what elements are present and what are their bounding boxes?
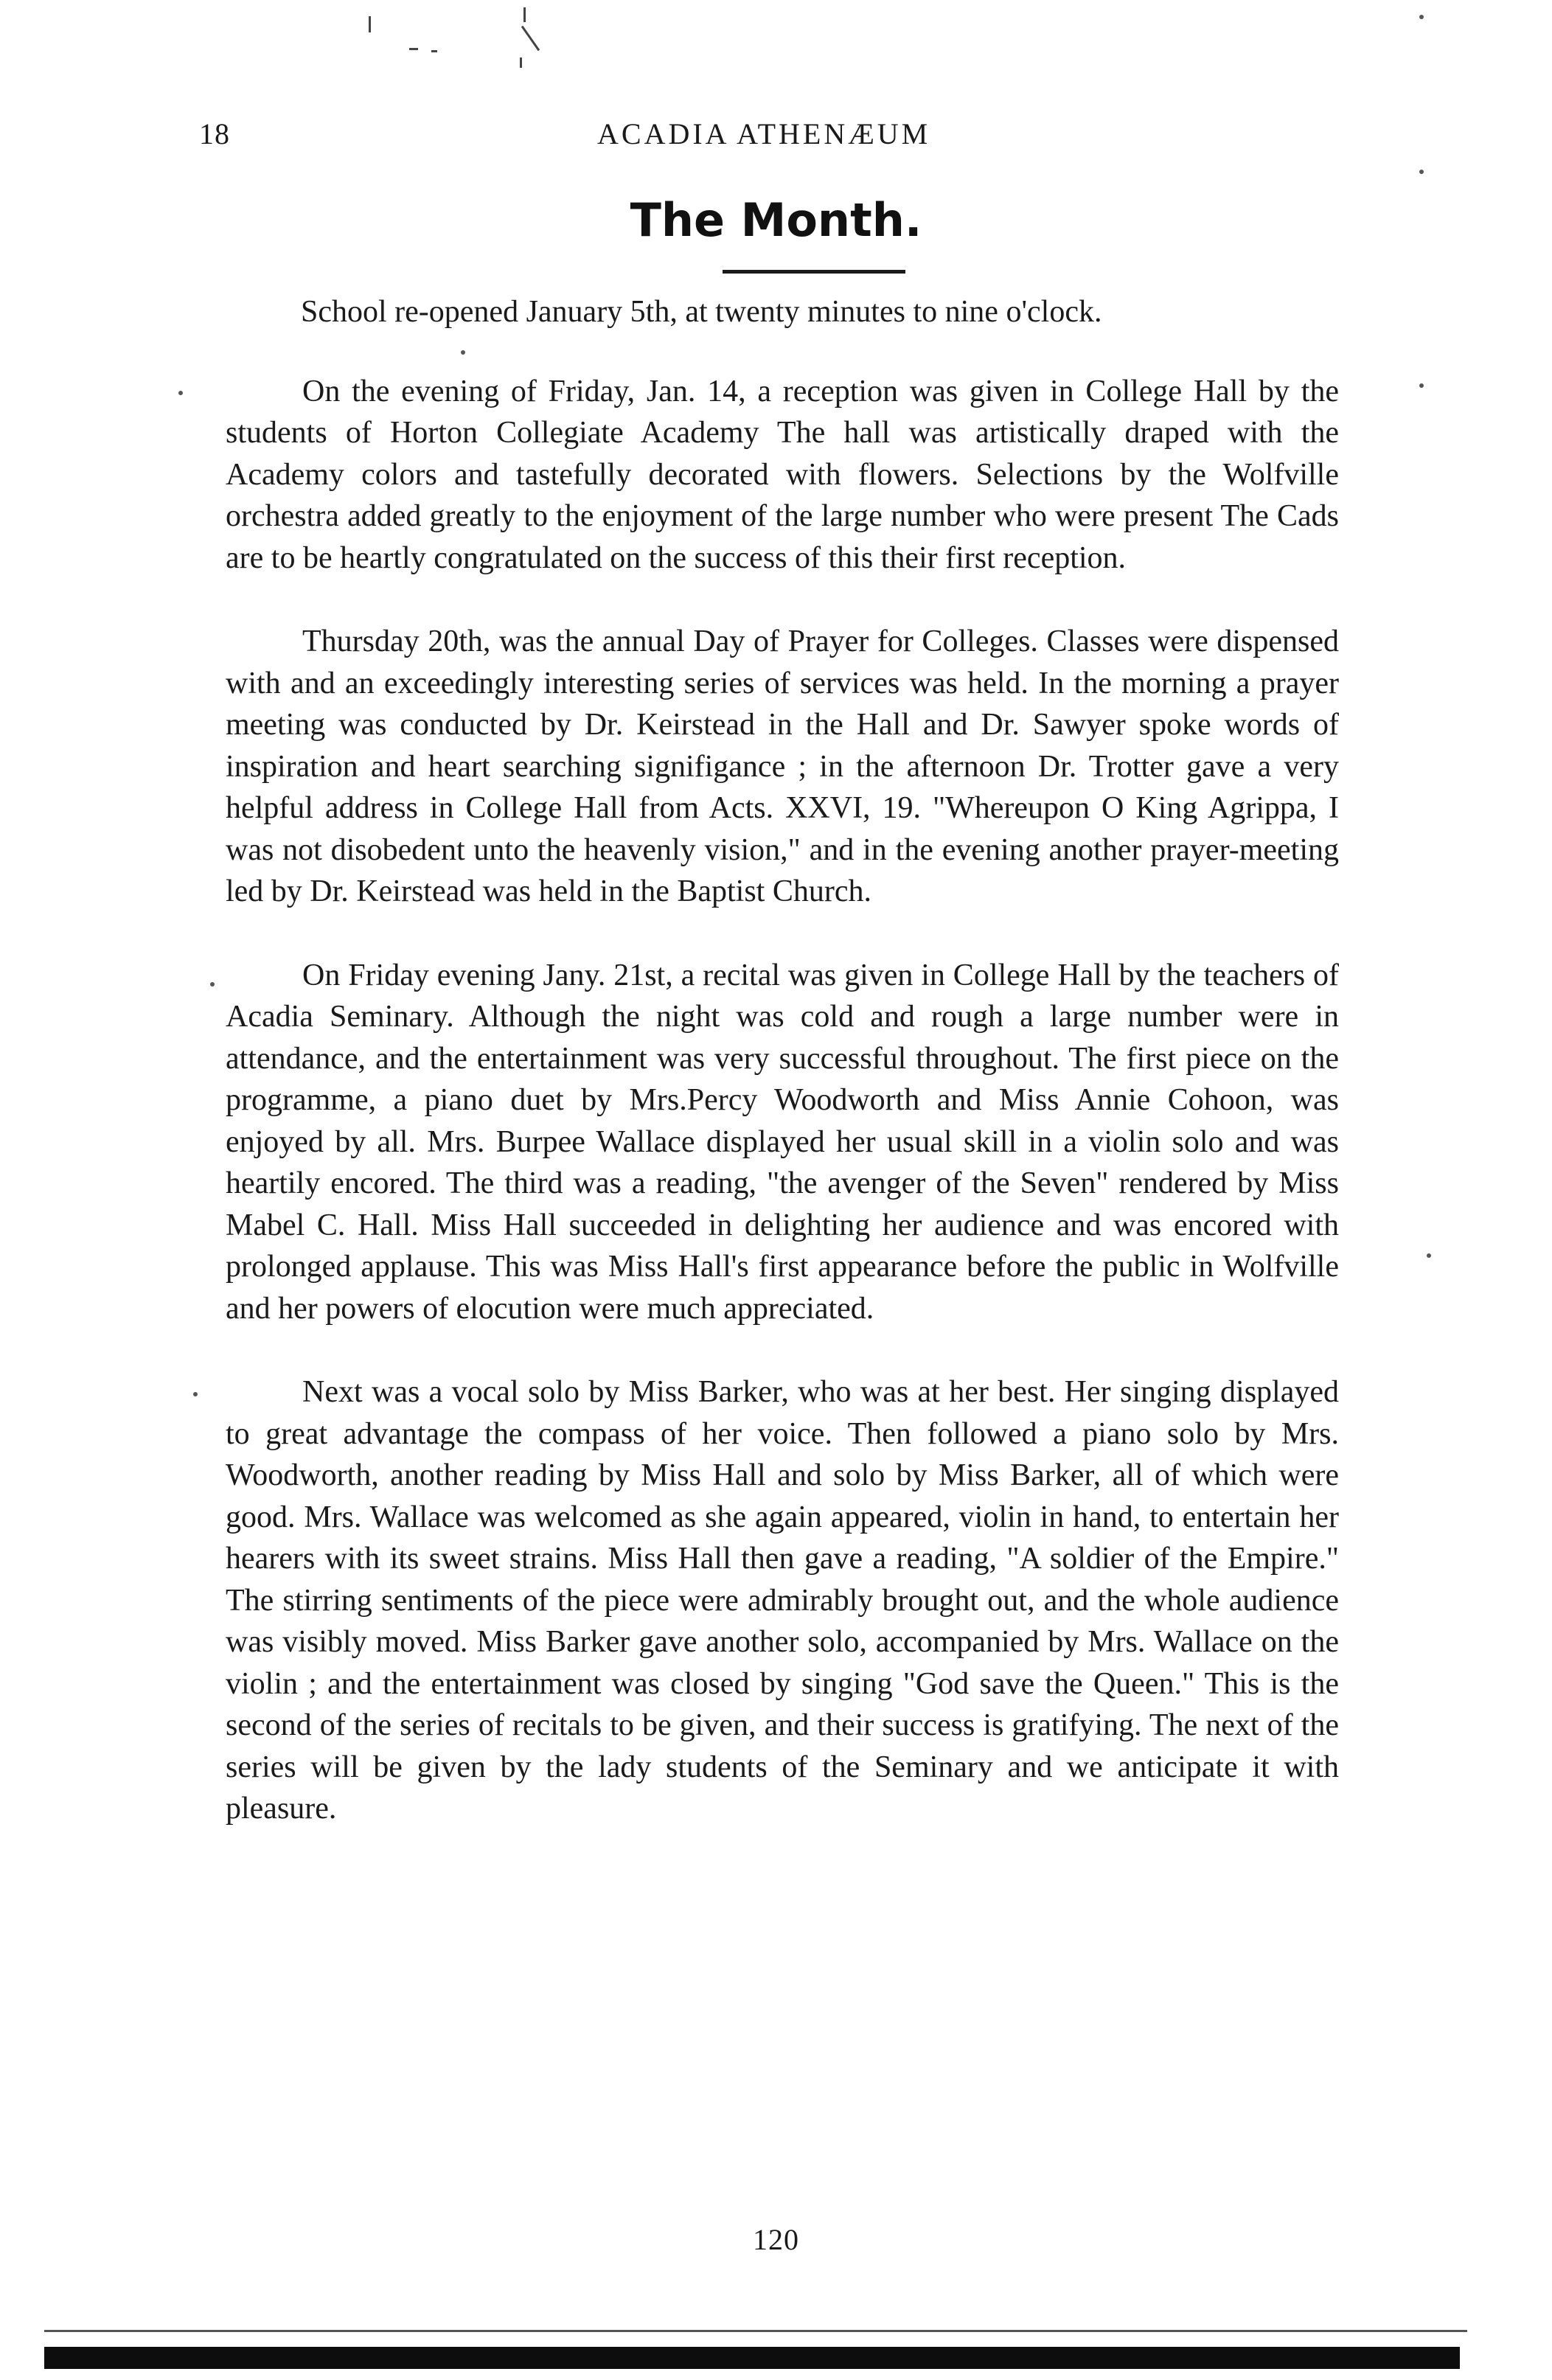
title-rule — [723, 270, 905, 274]
section-title: The Month. — [630, 193, 922, 247]
scan-speck — [520, 58, 522, 68]
journal-title: ACADIA ATHENÆUM — [597, 117, 931, 150]
scan-speck — [523, 7, 526, 22]
scan-speck — [369, 16, 371, 32]
scan-speck — [1419, 15, 1424, 19]
page-number: 18 — [199, 117, 230, 150]
paragraph: Next was a vocal solo by Miss Barker, who was at her best. Her singing displayed to great advantage the compass of her voice. Then followed a piano solo by Mrs. Woodworth, another reading by Miss Hall and solo by Miss Barker, all of which were good. Mrs. Wallace was welcomed as she again appeared, violin in hand, to entertain her hearers with its sweet strains. Miss Hall then gave a reading, "A soldier of the Empire." The stirring sentiments of the piece were admirably brought out, and the whole audience was visibly moved. Miss Barker gave another solo, accompanied by Mrs. Wallace on the violin ; and the entertainment was closed by singing "God save the Queen." This is the second of the series of recitals to be given, and their success is gratifying. The next of the series will be given by the lady students of the Seminary and we anticipate it with pleasure. — [226, 1375, 1339, 1826]
scan-speck — [521, 26, 540, 51]
paragraph: On the evening of Friday, Jan. 14, a reception was given in College Hall by the students of Horton Collegiate Academy The hall was artistically draped with the Academy colors and tastefully decorated with flowers. Selections by the Wolfville orchestra added greatly to the enjoyment of the large number who were present The Cads are to be heartly congratulated on the success of this their first reception. — [226, 374, 1339, 575]
paragraph: School re-opened January 5th, at twenty minutes to nine o'clock. — [301, 295, 1102, 329]
scan-speck — [1419, 170, 1424, 174]
folio-number: 120 — [753, 2223, 799, 2256]
scan-speck — [193, 1392, 198, 1396]
scan-artifacts — [369, 7, 664, 74]
scan-speck — [431, 50, 437, 52]
paragraph: On Friday evening Jany. 21st, a recital was given in College Hall by the teachers of Acadia Seminary. Although the night was cold and rough a large number were in attendance, and the entertainment was very successful throughout. The first piece on the programme, a piano duet by Mrs.Percy Woodworth and Miss Annie Cohoon, was enjoyed by all. Mrs. Burpee Wallace displayed her usual skill in a violin solo and was heartily encored. The third was a reading, "the avenger of the Seven" rendered by Miss Mabel C. Hall. Miss Hall succeeded in delighting her audience and was encored with prolonged applause. This was Miss Hall's first appearance before the public in Wolfville and her powers of elocution were much appreciated. — [226, 958, 1339, 1326]
bottom-rule — [44, 2330, 1467, 2332]
scan-speck — [210, 982, 215, 987]
running-head — [199, 116, 1342, 161]
paragraph: Thursday 20th, was the annual Day of Prayer for Colleges. Classes were dispensed with and an exceedingly interesting series of services was held. In the morning a prayer meeting was conducted by Dr. Keirstead in the Hall and Dr. Sawyer spoke words of inspiration and heart searching signifigance ; in the afternoon Dr. Trotter gave a very helpful address in College Hall from Acts. XXVI, 19. "Whereupon O King Agrippa, I was not disobedent unto the heavenly vision," and in the evening another prayer-meeting led by Dr. Keirstead was held in the Baptist Church. — [226, 624, 1339, 908]
scan-speck — [1419, 383, 1424, 388]
scan-speck — [409, 48, 418, 50]
article-body — [226, 291, 1339, 1830]
scan-speck — [178, 391, 183, 395]
scan-speck — [1427, 1253, 1431, 1258]
scan-edge-bar — [44, 2347, 1460, 2369]
